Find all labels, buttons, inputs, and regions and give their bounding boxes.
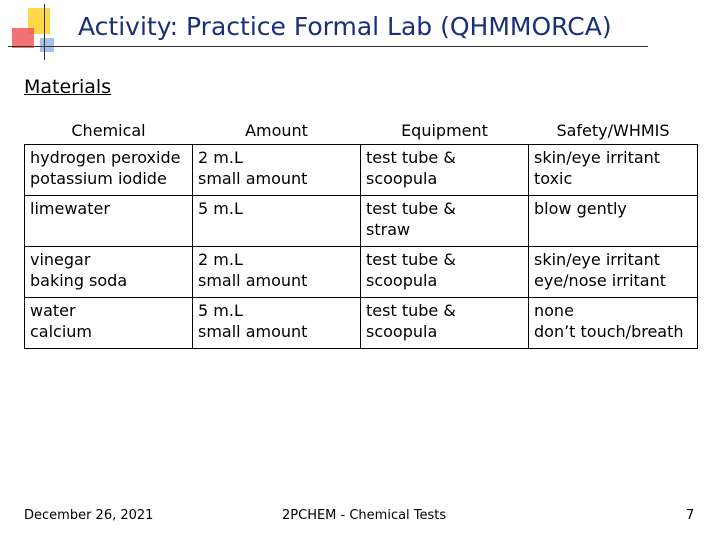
materials-table <box>24 116 698 349</box>
cell-line: 5 m.L <box>198 199 243 218</box>
table-cell <box>529 145 698 196</box>
column-header-chemical: Chemical <box>71 120 146 140</box>
cell-line: none <box>534 301 574 320</box>
cell-line: test tube & <box>366 250 456 269</box>
table-cell <box>193 298 361 349</box>
cell-line: 2 m.L <box>198 250 243 269</box>
table-cell <box>25 145 193 196</box>
column-header-equipment: Equipment <box>401 120 488 140</box>
cell-line: skin/eye irritant <box>534 148 661 167</box>
table-header-row <box>25 116 698 145</box>
cell-line: blow gently <box>534 199 627 218</box>
table-cell <box>529 196 698 247</box>
cell-line: don’t touch/breath <box>534 322 684 341</box>
cell-line: 5 m.L <box>198 301 243 320</box>
table-row <box>25 247 698 298</box>
decorative-square-red <box>12 28 34 48</box>
table-cell <box>361 196 529 247</box>
cell-line: straw <box>366 220 411 239</box>
cell-line: water <box>30 301 76 320</box>
cell-line: 2 m.L <box>198 148 243 167</box>
cell-line: vinegar <box>30 250 91 269</box>
footer-course: 2PCHEM - Chemical Tests <box>282 508 447 523</box>
table-row <box>25 196 698 247</box>
decorative-vertical-line <box>44 4 45 60</box>
cell-line: small amount <box>198 169 308 188</box>
cell-line: scoopula <box>366 169 438 188</box>
table-cell <box>25 247 193 298</box>
table-row <box>25 145 698 196</box>
cell-line: potassium iodide <box>30 169 167 188</box>
cell-line: eye/nose irritant <box>534 271 666 290</box>
cell-line: scoopula <box>366 271 438 290</box>
table-cell <box>529 247 698 298</box>
cell-line: baking soda <box>30 271 128 290</box>
section-heading: Materials <box>24 76 112 98</box>
cell-line: hydrogen peroxide <box>30 148 181 167</box>
table-cell <box>361 247 529 298</box>
table-row <box>25 298 698 349</box>
cell-line: toxic <box>534 169 573 188</box>
cell-line: limewater <box>30 199 110 218</box>
column-header-safety: Safety/WHMIS <box>556 120 670 140</box>
slide-title: Activity: Practice Formal Lab (QHMMORCA) <box>78 12 612 41</box>
cell-line: test tube & <box>366 148 456 167</box>
cell-line: calcium <box>30 322 93 341</box>
table-cell <box>25 298 193 349</box>
cell-line: test tube & <box>366 301 456 320</box>
cell-line: small amount <box>198 271 308 290</box>
table-cell <box>361 145 529 196</box>
table-cell <box>193 247 361 298</box>
cell-line: scoopula <box>366 322 438 341</box>
cell-line: test tube & <box>366 199 456 218</box>
table-cell <box>529 298 698 349</box>
page-number: 7 <box>686 508 695 523</box>
table-cell <box>361 298 529 349</box>
footer-date: December 26, 2021 <box>24 508 154 523</box>
cell-line: small amount <box>198 322 308 341</box>
decorative-square-blue <box>40 38 54 52</box>
table-cell <box>193 145 361 196</box>
cell-line: skin/eye irritant <box>534 250 661 269</box>
title-underline <box>8 46 648 47</box>
column-header-amount: Amount <box>245 120 308 140</box>
table-cell <box>193 196 361 247</box>
table-cell <box>25 196 193 247</box>
